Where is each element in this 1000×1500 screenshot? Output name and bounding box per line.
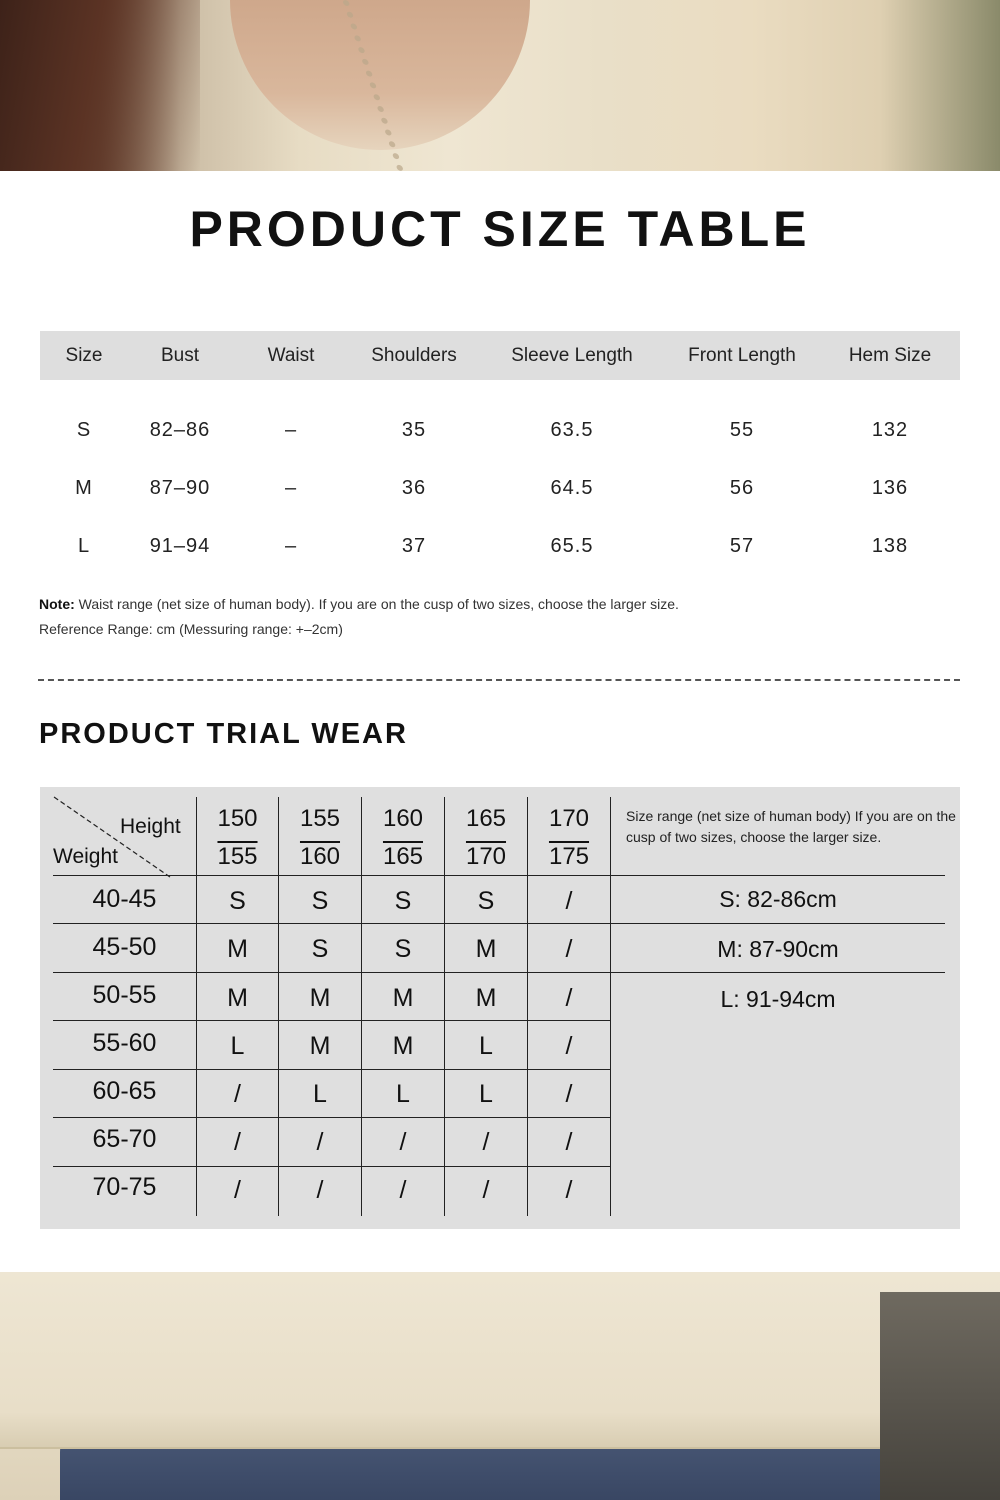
size-cell: M: [75, 477, 93, 499]
weight-cell: 50-55: [92, 981, 157, 1009]
grid-line: [53, 1069, 610, 1070]
header-sleeve-length: Sleeve Length: [511, 345, 633, 366]
size-cell: /: [234, 1128, 241, 1156]
section-divider: [38, 679, 960, 681]
weight-cell: 65-70: [92, 1125, 157, 1153]
header-shoulders: Shoulders: [371, 345, 457, 366]
grid-line: [53, 875, 945, 876]
size-cell: /: [234, 1176, 241, 1204]
size-cell: /: [565, 1176, 573, 1204]
height-header-top: 150: [217, 805, 258, 832]
waist-cell: –: [284, 419, 298, 441]
bust-cell: 91–94: [149, 535, 211, 557]
size-cell: /: [565, 984, 573, 1012]
grid-line: [53, 1117, 610, 1118]
sleeve-cell: 65.5: [550, 535, 594, 557]
size-cell: S: [229, 887, 246, 915]
front-length-cell: 55: [729, 419, 755, 441]
size-cell: S: [311, 935, 329, 963]
size-cell: L: [313, 1080, 327, 1108]
corner-weight-label: Weight: [53, 845, 118, 868]
weight-cell: 45-50: [92, 933, 157, 961]
size-range-note: Size range (net size of human body) If you are on the cusp of two sizes, choose the larger size.: [626, 808, 956, 845]
header-size: Size: [65, 345, 103, 366]
shoulders-cell: 37: [401, 535, 427, 557]
note-line: [39, 596, 679, 612]
size-cell: /: [565, 887, 573, 915]
size-cell: L: [396, 1080, 410, 1108]
header-hem-size: Hem Size: [848, 345, 932, 366]
size-cell: M: [227, 984, 248, 1012]
size-cell: S: [394, 887, 412, 915]
size-cell: M: [309, 1032, 331, 1060]
size-cell: /: [565, 1080, 573, 1108]
size-cell: /: [399, 1128, 407, 1156]
height-header-bottom: 165: [382, 843, 424, 870]
hair-area: [0, 0, 200, 171]
height-header-top: 160: [382, 805, 424, 832]
size-cell: /: [399, 1176, 407, 1204]
sleeve-cell: 64.5: [550, 477, 594, 499]
hem-cell: 132: [871, 419, 909, 441]
page-title: PRODUCT SIZE TABLE: [189, 201, 811, 257]
bottom-product-photo: [0, 1272, 1000, 1500]
size-cell: S: [477, 887, 495, 915]
size-cell: S: [311, 887, 329, 915]
grid-line: [53, 1020, 610, 1021]
blouse-hem: [0, 1272, 1000, 1449]
size-cell: M: [227, 935, 248, 963]
header-front-length: Front Length: [688, 345, 796, 366]
height-header-top: 165: [465, 805, 507, 832]
size-table-header: [40, 331, 960, 380]
weight-cell: 70-75: [92, 1173, 157, 1201]
size-cell: S: [394, 935, 412, 963]
hem-cell: 138: [871, 535, 909, 557]
height-header-top: 170: [548, 805, 590, 832]
size-cell: M: [475, 984, 497, 1012]
front-length-cell: 56: [729, 477, 755, 499]
front-length-cell: 57: [729, 535, 755, 557]
size-cell: M: [309, 984, 331, 1012]
waist-cell: –: [284, 477, 298, 499]
bust-cell: 87–90: [149, 477, 211, 499]
background-area: [880, 1292, 1000, 1500]
size-cell: /: [565, 935, 573, 963]
size-cell: S: [76, 419, 92, 441]
hem-cell: 136: [871, 477, 909, 499]
shoulders-cell: 36: [401, 477, 427, 499]
trial-wear-table: [40, 787, 960, 1229]
size-cell: /: [482, 1176, 490, 1204]
note-label: Note:: [39, 596, 75, 612]
grid-line: [53, 1166, 610, 1167]
weight-cell: 55-60: [92, 1029, 157, 1057]
top-product-photo: [0, 0, 1000, 171]
bust-cell: 82–86: [149, 419, 211, 441]
range-s: S: 82-86cm: [719, 886, 837, 912]
grid-line: [53, 972, 945, 973]
size-cell: /: [316, 1128, 324, 1156]
size-cell: /: [565, 1032, 573, 1060]
weight-cell: 40-45: [92, 885, 157, 913]
grid-line: [53, 923, 945, 924]
size-cell: M: [392, 1032, 414, 1060]
corner-height-label: Height: [120, 815, 181, 838]
size-cell: L: [479, 1032, 493, 1060]
weight-cell: 60-65: [92, 1077, 157, 1105]
shoulders-cell: 35: [401, 419, 427, 441]
size-cell: L: [230, 1032, 245, 1060]
size-cell: M: [392, 984, 414, 1012]
reference-range: Reference Range: cm (Messuring range: +–2cm): [39, 621, 343, 637]
header-waist: Waist: [267, 345, 315, 366]
size-cell: /: [316, 1176, 324, 1204]
size-cell: /: [482, 1128, 490, 1156]
size-cell: M: [475, 935, 497, 963]
trial-wear-title: PRODUCT TRIAL WEAR: [39, 718, 408, 750]
height-header-bottom: 155: [217, 843, 258, 870]
height-header-top: 155: [299, 805, 341, 832]
size-cell: /: [565, 1128, 573, 1156]
height-header-bottom: 170: [465, 843, 507, 870]
height-header-bottom: 175: [548, 843, 590, 870]
size-cell: L: [77, 535, 91, 557]
sleeve-cell: 63.5: [550, 419, 594, 441]
size-cell: /: [234, 1080, 241, 1108]
size-cell: L: [479, 1080, 493, 1108]
range-l: L: 91-94cm: [720, 986, 836, 1012]
height-header-bottom: 160: [299, 843, 341, 870]
range-m: M: 87-90cm: [717, 936, 839, 962]
waist-cell: –: [284, 535, 298, 557]
note-text: Waist range (net size of human body). If you are on the cusp of two sizes, choose the larger size.: [74, 596, 679, 612]
header-bust: Bust: [160, 345, 200, 366]
